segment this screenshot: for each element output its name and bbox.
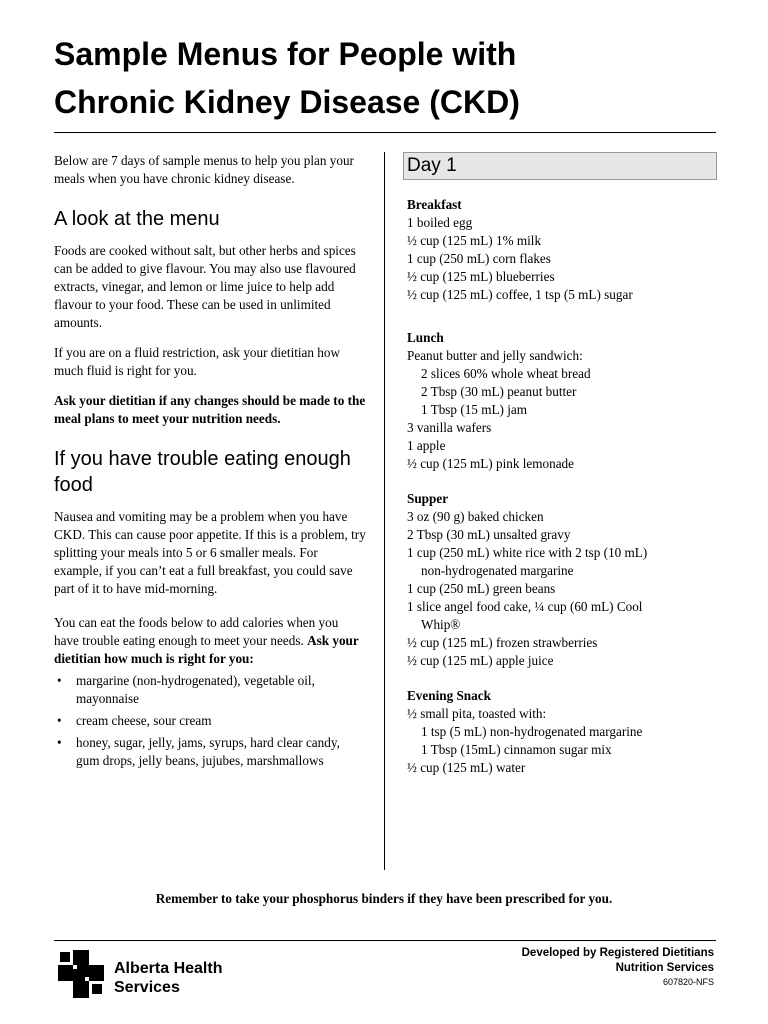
menu-item: ½ cup (125 mL) blueberries (407, 269, 555, 284)
menu-item: 1 Tbsp (15mL) cinnamon sugar mix (421, 742, 612, 757)
menu-item: 1 Tbsp (15 mL) jam (421, 402, 527, 417)
menu-item: 2 slices 60% whole wheat bread (421, 366, 591, 381)
phosphorus-reminder: Remember to take your phosphorus binders if they have been prescribed for you. (155, 891, 613, 906)
document-code: 607820-NFS (662, 977, 714, 987)
menu-item: Peanut butter and jelly sandwich: (407, 348, 583, 363)
logo-line-2: Services (114, 979, 180, 996)
menu-item: ½ small pita, toasted with: (407, 706, 547, 721)
calories-bold-text: Ask your dietitian how much is right for you: (54, 633, 359, 666)
menu-item: ½ cup (125 mL) apple juice (407, 653, 554, 668)
calories-text: You can eat the foods below to add calories when you have trouble eating enough to meet your needs. (54, 615, 339, 648)
meal-title-supper: Supper (407, 491, 449, 506)
list-item: • margarine (non-hydrogenated), vegetable oil, mayonnaise (54, 672, 366, 708)
top-divider (54, 132, 716, 133)
page-title (54, 30, 734, 126)
day-header (403, 152, 717, 180)
menu-item: 1 boiled egg (407, 215, 473, 230)
intro-paragraph: Below are 7 days of sample menus to help you plan your meals when you have chronic kidney disease. (54, 153, 354, 186)
credit-line-2: Nutrition Services (615, 962, 714, 974)
column-divider (384, 152, 385, 870)
paragraph-fluid: If you are on a fluid restriction, ask your dietitian how much fluid is right for you. (54, 345, 341, 378)
menu-item: Whip® (421, 617, 461, 632)
paragraph-nausea: Nausea and vomiting may be a problem when you have CKD. This can cause poor appetite. If this is a problem, try splitting your meals into 5 or 6 smaller meals. For example, if you can’t eat a full breakfast, you could save part of it to have mid-morning. (54, 509, 366, 596)
menu-item: ½ cup (125 mL) water (407, 760, 526, 775)
calorie-food-list (54, 672, 366, 770)
meal-title-breakfast: Breakfast (407, 197, 462, 212)
paragraph-flavour: Foods are cooked without salt, but other herbs and spices can be added to give flavour. You may also use flavoured extracts, vinegar, and lemon or lime juice to help add flavour to your food. These can be used in unlimited amounts. (54, 243, 356, 330)
title-line-1: Sample Menus for People with (54, 36, 517, 72)
paragraph-calories (54, 614, 366, 668)
heading-look-at-menu: A look at the menu (54, 208, 220, 230)
title-line-2: Chronic Kidney Disease (CKD) (54, 84, 520, 120)
menu-item: ½ cup (125 mL) pink lemonade (407, 456, 575, 471)
ahs-logo (58, 950, 258, 1000)
logo-text (114, 959, 222, 997)
list-item: • honey, sugar, jelly, jams, syrups, hard clear candy, gum drops, jelly beans, jujubes, marshmallows (54, 734, 366, 770)
day-label: Day 1 (407, 155, 457, 176)
menu-item: 1 cup (250 mL) white rice with 2 tsp (10 mL) (407, 545, 648, 560)
menu-item: ½ cup (125 mL) frozen strawberries (407, 635, 598, 650)
menu-item: non-hydrogenated margarine (421, 563, 574, 578)
menu-item: 1 cup (250 mL) corn flakes (407, 251, 551, 266)
paragraph-ask-dietitian: Ask your dietitian if any changes should be made to the meal plans to meet your nutrition needs. (54, 393, 366, 426)
list-item: • cream cheese, sour cream (54, 712, 366, 730)
heading-trouble-eating: If you have trouble eating enough food (54, 448, 351, 496)
menu-item: 3 vanilla wafers (407, 420, 492, 435)
ahs-logo-icon (58, 950, 104, 998)
logo-line-1: Alberta Health (114, 960, 223, 977)
menu-item: 1 cup (250 mL) green beans (407, 581, 556, 596)
menu-item: 3 oz (90 g) baked chicken (407, 509, 544, 524)
menu-item: 1 tsp (5 mL) non-hydrogenated margarine (421, 724, 643, 739)
meal-title-snack: Evening Snack (407, 688, 491, 703)
menu-item: ½ cup (125 mL) coffee, 1 tsp (5 mL) sugar (407, 287, 633, 302)
menu-item: ½ cup (125 mL) 1% milk (407, 233, 542, 248)
bottom-divider (54, 940, 716, 941)
right-column (407, 152, 717, 777)
credit-line-1: Developed by Registered Dietitians (521, 947, 714, 959)
menu-item: 2 Tbsp (30 mL) unsalted gravy (407, 527, 571, 542)
menu-item: 1 apple (407, 438, 446, 453)
meal-title-lunch: Lunch (407, 330, 444, 345)
menu-item: 1 slice angel food cake, ¼ cup (60 mL) Cool (407, 599, 643, 614)
menu-item: 2 Tbsp (30 mL) peanut butter (421, 384, 577, 399)
credit-block (522, 946, 714, 988)
left-column (54, 152, 366, 774)
